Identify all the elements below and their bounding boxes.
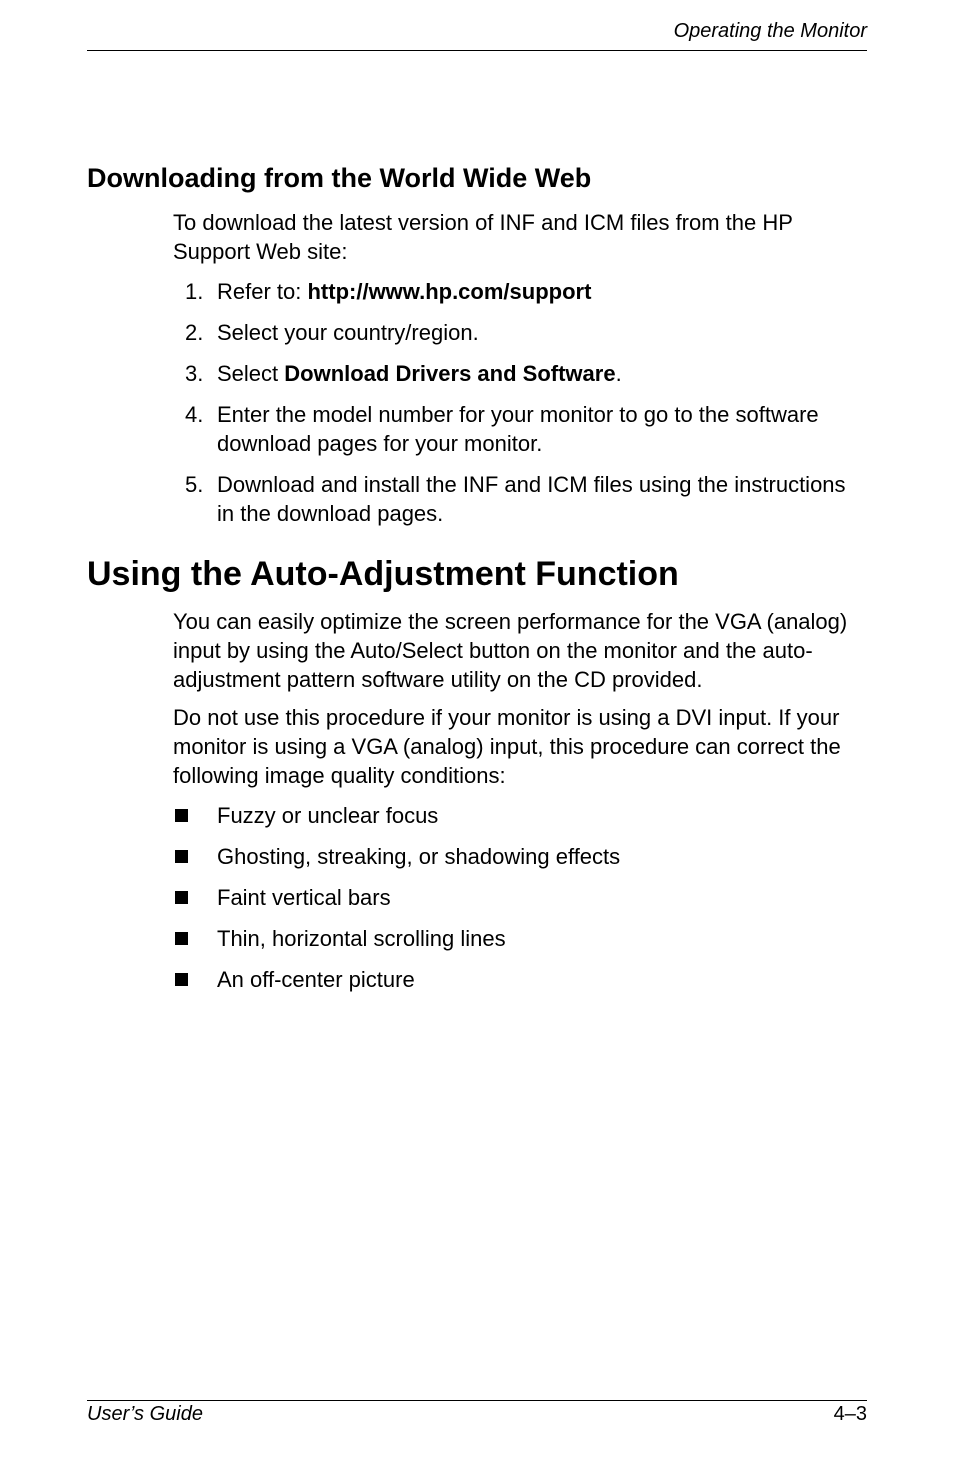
bullet-square-icon bbox=[175, 932, 188, 945]
download-section-body bbox=[173, 208, 868, 540]
bullet-text: An off-center picture bbox=[217, 967, 415, 992]
guide-title: User’s Guide bbox=[87, 1403, 203, 1425]
step-text: Download and install the INF and ICM files using the instructions in the download pages. bbox=[217, 472, 846, 526]
page-number: 4–3 bbox=[833, 1403, 867, 1425]
step-text: Select your country/region. bbox=[217, 320, 479, 345]
bullet-square-icon bbox=[175, 973, 188, 986]
bullet-text: Fuzzy or unclear focus bbox=[217, 803, 439, 828]
list-item bbox=[173, 318, 868, 347]
step-number: 3. bbox=[185, 361, 204, 386]
step-text: Refer to: bbox=[217, 279, 308, 304]
step-bold-text: Download Drivers and Software bbox=[284, 361, 616, 386]
step-text: Select bbox=[217, 361, 285, 386]
download-steps-list bbox=[173, 277, 868, 528]
step-trailing-text: . bbox=[615, 361, 622, 386]
step-number: 2. bbox=[185, 320, 204, 345]
section-heading-auto-adjustment: Using the Auto-Adjustment Function bbox=[87, 555, 679, 593]
step-number: 1. bbox=[185, 279, 204, 304]
step-text: Enter the model number for your monitor to go to the software download pages for your monitor. bbox=[217, 402, 819, 456]
bullet-text: Faint vertical bars bbox=[217, 885, 391, 910]
list-item bbox=[173, 801, 868, 830]
bullet-text: Thin, horizontal scrolling lines bbox=[217, 926, 506, 951]
bullet-square-icon bbox=[175, 809, 188, 822]
list-item bbox=[173, 924, 868, 953]
list-item bbox=[173, 400, 868, 458]
running-footer bbox=[87, 1403, 867, 1426]
bullet-square-icon bbox=[175, 850, 188, 863]
image-quality-conditions-list bbox=[173, 801, 868, 994]
step-number: 4. bbox=[185, 402, 204, 427]
list-item bbox=[173, 277, 868, 306]
download-intro: To download the latest version of INF and ICM files from the HP Support Web site: bbox=[173, 210, 793, 264]
auto-section-body bbox=[173, 607, 868, 1006]
list-item bbox=[173, 359, 868, 388]
list-item bbox=[173, 965, 868, 994]
footer-rule bbox=[87, 1400, 867, 1401]
bullet-text: Ghosting, streaking, or shadowing effects bbox=[217, 844, 621, 869]
step-number: 5. bbox=[185, 472, 204, 497]
header-rule bbox=[87, 50, 867, 51]
section-heading-download: Downloading from the World Wide Web bbox=[87, 163, 592, 193]
auto-paragraph-2: Do not use this procedure if your monitor is using a DVI input. If your monitor is using a VGA (analog) input, this procedure can correct the following image quality conditions: bbox=[173, 705, 841, 788]
step-bold-text: http://www.hp.com/support bbox=[307, 279, 592, 304]
list-item bbox=[173, 883, 868, 912]
bullet-square-icon bbox=[175, 891, 188, 904]
list-item bbox=[173, 470, 868, 528]
auto-paragraph-1: You can easily optimize the screen performance for the VGA (analog) input by using the Auto/Select button on the monitor and the auto-adjustment pattern software utility on the CD provided. bbox=[173, 609, 848, 692]
running-header: Operating the Monitor bbox=[673, 20, 867, 42]
list-item bbox=[173, 842, 868, 871]
